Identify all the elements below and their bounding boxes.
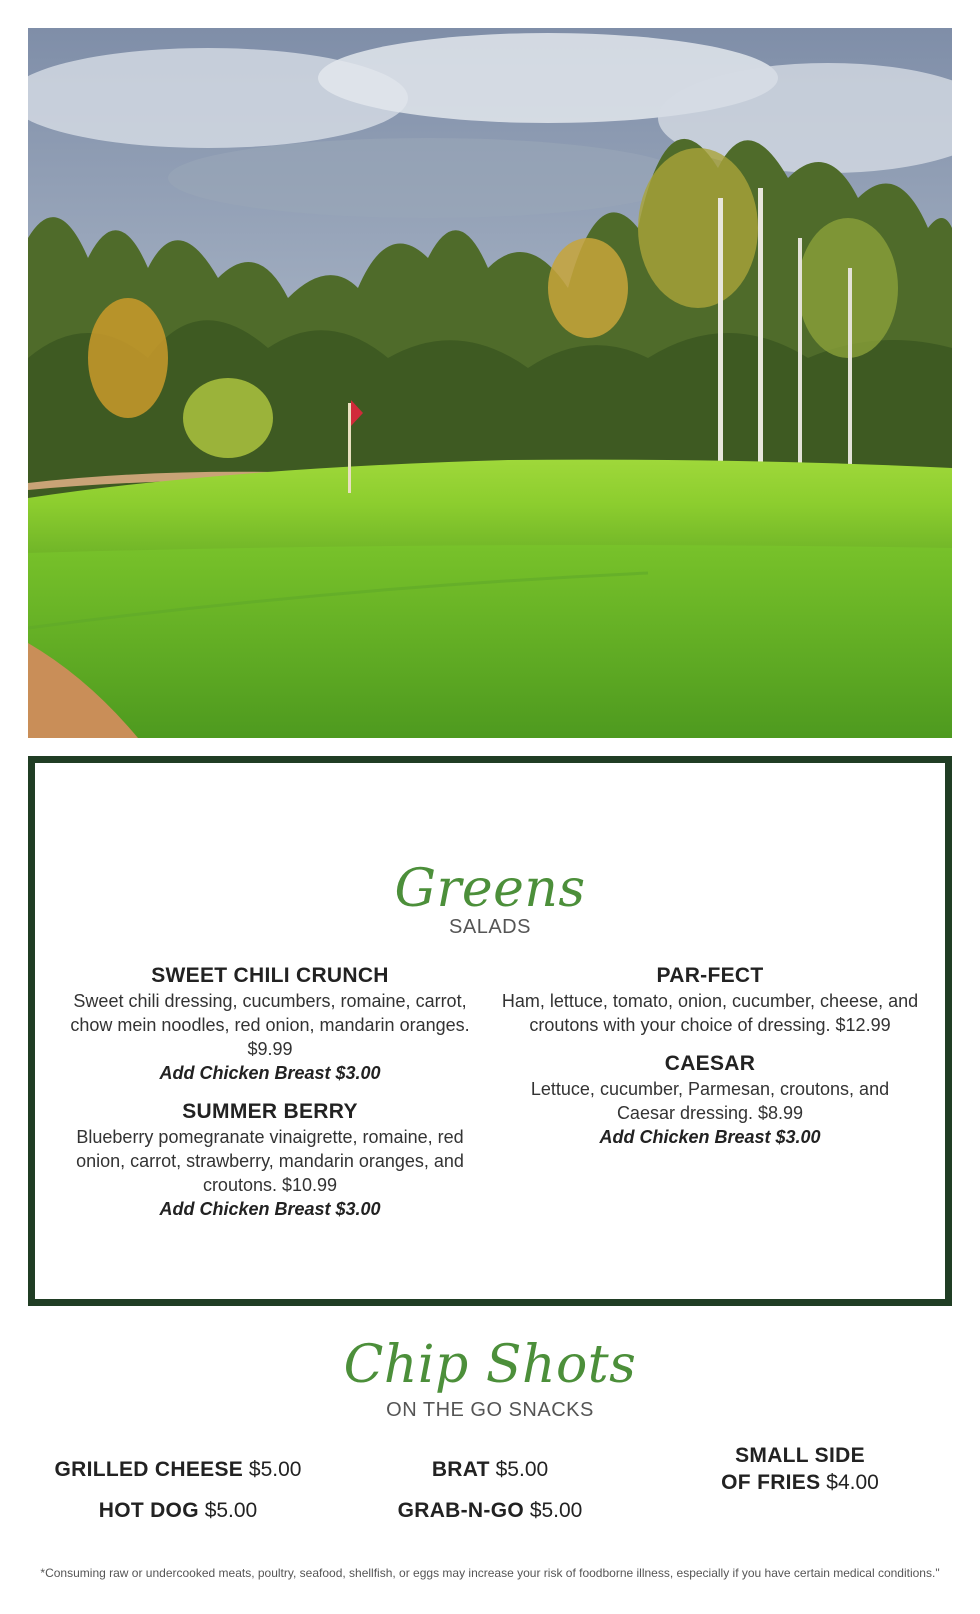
greens-title: Greens <box>394 859 586 919</box>
snack-name: GRAB-N-GO <box>397 1499 524 1522</box>
snack-price: $5.00 <box>204 1499 258 1522</box>
greens-right-column <box>500 963 920 1163</box>
item-name: CAESAR <box>664 1052 756 1075</box>
item-name: SUMMER BERRY <box>182 1100 358 1123</box>
hero-golf-photo <box>28 28 952 738</box>
greens-section <box>28 756 952 1306</box>
snack-name: BRAT <box>431 1458 490 1481</box>
snack-name-line2: OF FRIES <box>721 1471 821 1494</box>
snack-item <box>340 1497 640 1524</box>
menu-item <box>55 963 485 1085</box>
snack-item <box>650 1442 950 1496</box>
snack-price: $4.00 <box>826 1471 879 1494</box>
greens-subtitle: SALADS <box>449 916 531 938</box>
greens-left-column <box>55 963 485 1235</box>
snack-name: HOT DOG <box>98 1499 199 1522</box>
item-description: Sweet chili dressing, cucumbers, romaine, carrot, chow mein noodles, red onion, mandarin oranges. $9.99 <box>70 991 470 1059</box>
menu-item <box>500 963 920 1037</box>
item-description: Blueberry pomegranate vinaigrette, romaine, red onion, carrot, strawberry, mandarin oranges, and croutons. $10.99 <box>76 1127 464 1195</box>
snack-price: $5.00 <box>495 1458 549 1481</box>
item-name: PAR-FECT <box>656 964 764 987</box>
item-description: Lettuce, cucumber, Parmesan, croutons, and Caesar dressing. $8.99 <box>530 1079 890 1123</box>
item-addon: Add Chicken Breast $3.00 <box>159 1063 381 1083</box>
snack-item <box>340 1456 640 1483</box>
snack-name-line1: SMALL SIDE <box>735 1444 865 1467</box>
snack-name: GRILLED CHEESE <box>54 1458 244 1481</box>
chip-shots-title: Chip Shots <box>343 1335 637 1395</box>
menu-item <box>55 1099 485 1221</box>
food-safety-disclaimer: *Consuming raw or undercooked meats, poultry, seafood, shellfish, or eggs may increase your risk of foodborne illness, especially if you have certain medical conditions." <box>40 1566 940 1580</box>
item-addon: Add Chicken Breast $3.00 <box>599 1127 821 1147</box>
snack-item <box>28 1497 328 1524</box>
item-name: SWEET CHILI CRUNCH <box>151 964 389 987</box>
golf-course-illustration <box>28 28 952 738</box>
item-description: Ham, lettuce, tomato, onion, cucumber, cheese, and croutons with your choice of dressing. $12.99 <box>501 991 919 1035</box>
snack-price: $5.00 <box>248 1458 302 1481</box>
chip-shots-subtitle: ON THE GO SNACKS <box>386 1399 594 1421</box>
snack-price: $5.00 <box>529 1499 583 1522</box>
item-addon: Add Chicken Breast $3.00 <box>159 1199 381 1219</box>
menu-item <box>500 1051 920 1149</box>
snack-item <box>28 1456 328 1483</box>
